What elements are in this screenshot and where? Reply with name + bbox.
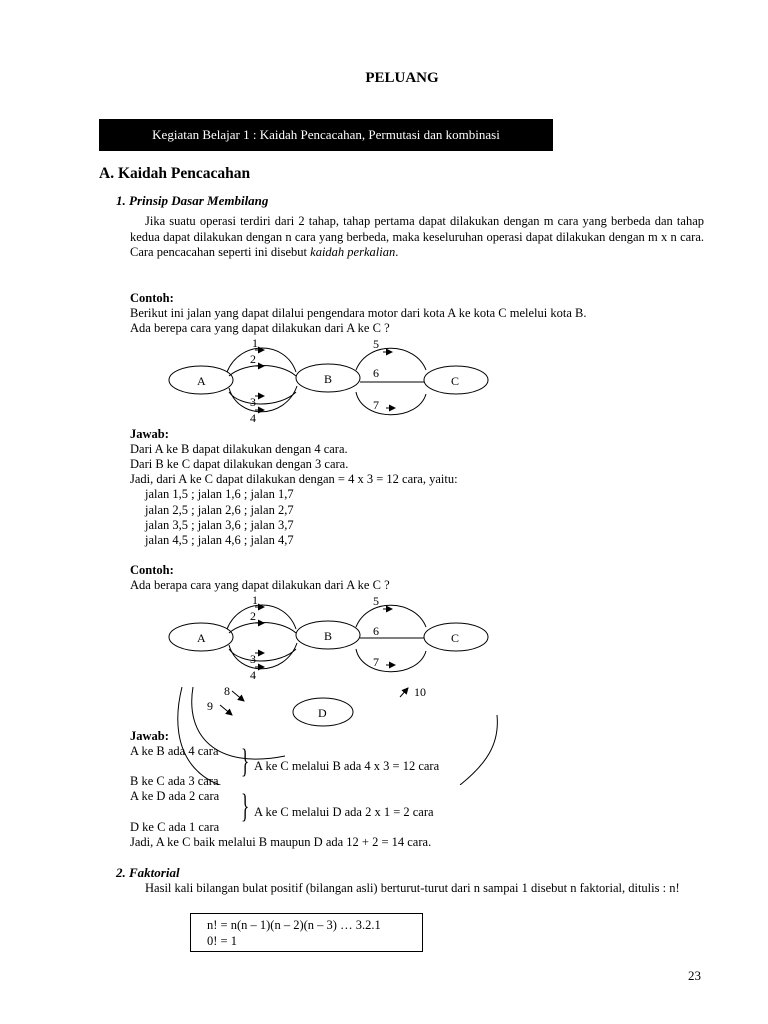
answer-line: D ke C ada 1 cara [130, 820, 220, 834]
route-label: 2 [250, 609, 256, 623]
answer-line: Dari B ke C dapat dilakukan dengan 3 cara. [130, 457, 349, 471]
route-line [229, 366, 296, 377]
path-list-item: jalan 2,5 ; jalan 2,6 ; jalan 2,7 [145, 503, 294, 517]
route-label: 8 [224, 684, 230, 698]
route-arrow [232, 691, 244, 701]
route-label: 6 [373, 624, 379, 638]
answer-result: A ke C melalui B ada 4 x 3 = 12 cara [254, 759, 440, 773]
paragraph-end: . [395, 245, 399, 260]
example-question: Ada berapa cara yang dapat dilakukan dari A ke C ? [130, 578, 390, 592]
subsection-heading: 2. Faktorial [116, 865, 180, 880]
node-c-label: C [451, 374, 460, 388]
route-label: 4 [250, 411, 256, 425]
route-label: 10 [414, 685, 426, 699]
node-d-label: D [318, 706, 327, 720]
formula-line: n! = n(n – 1)(n – 2)(n – 3) … 3.2.1 [207, 918, 381, 932]
answer-heading: Jawab: [130, 729, 169, 743]
lesson-banner: Kegiatan Belajar 1 : Kaidah Pencacahan, Permutasi dan kombinasi [99, 119, 553, 151]
answer-line: B ke C ada 3 cara [130, 774, 219, 788]
answer-line: A ke B ada 4 cara [130, 744, 219, 758]
example-question: Ada berepa cara yang dapat dilakukan dari A ke C ? [130, 321, 390, 335]
path-list-item: jalan 4,5 ; jalan 4,6 ; jalan 4,7 [145, 533, 294, 547]
answer-total: Jadi, A ke C baik melalui B maupun D ada 12 + 2 = 14 cara. [130, 835, 432, 849]
route-line [229, 623, 296, 634]
route-diagram-2 [0, 585, 768, 785]
formula-line: 0! = 1 [207, 934, 237, 948]
example-text: Berikut ini jalan yang dapat dilalui pengendara motor dari kota A ke kota C melelui kota B. [130, 306, 587, 320]
paragraph-principle [130, 214, 704, 261]
route-arrow [400, 688, 408, 697]
node-a-label: A [197, 631, 206, 645]
subsection-heading: 1. Prinsip Dasar Membilang [116, 193, 269, 208]
route-line [460, 715, 497, 785]
route-label: 1 [252, 593, 258, 607]
route-label: 9 [207, 699, 213, 713]
answer-line: A ke D ada 2 cara [130, 789, 220, 803]
page-number: 23 [688, 968, 701, 983]
paragraph-italic: kaidah perkalian [310, 245, 396, 260]
route-label: 6 [373, 366, 379, 380]
node-c-label: C [451, 631, 460, 645]
route-line [356, 392, 426, 415]
page-title: PELUANG [365, 70, 439, 86]
route-label: 5 [373, 594, 379, 608]
path-list-item: jalan 3,5 ; jalan 3,6 ; jalan 3,7 [145, 518, 294, 532]
route-line [227, 605, 296, 629]
route-line [356, 649, 426, 672]
formula-box [190, 913, 423, 952]
node-a-label: A [197, 374, 206, 388]
paragraph-text: Jika suatu operasi terdiri dari 2 tahap, tahap pertama dapat dilakukan dengan m cara yang berbeda dan tahap kedua dapat dilakukan dengan n cara yang berbeda, maka keseluruhan operasi dapat dilakukan dengan m x n cara. Cara pencacahan seperti ini disebut [130, 214, 704, 260]
brace: } [241, 788, 250, 825]
route-label: 1 [252, 336, 258, 350]
node-b-label: B [324, 629, 333, 643]
route-label: 2 [250, 352, 256, 366]
route-label: 7 [373, 398, 379, 412]
route-label: 3 [250, 652, 256, 666]
section-heading: A. Kaidah Pencacahan [99, 165, 251, 182]
brace: } [241, 743, 250, 780]
answer-line: Jadi, dari A ke C dapat dilakukan dengan = 4 x 3 = 12 cara, yaitu: [130, 472, 458, 486]
answer-line: Dari A ke B dapat dilakukan dengan 4 cara. [130, 442, 348, 456]
route-label: 5 [373, 337, 379, 351]
route-line [227, 348, 296, 372]
path-list-item: jalan 1,5 ; jalan 1,6 ; jalan 1,7 [145, 487, 294, 501]
route-arrow [220, 705, 232, 715]
node-b-label: B [324, 372, 333, 386]
route-diagram-1 [0, 330, 768, 430]
example-heading: Contoh: [130, 563, 174, 577]
paragraph-factorial: Hasil kali bilangan bulat positif (bilangan asli) berturut-turut dari n sampai 1 disebut n faktorial, ditulis : n! [145, 881, 680, 895]
route-label: 4 [250, 668, 256, 682]
route-label: 7 [373, 655, 379, 669]
example-heading: Contoh: [130, 291, 174, 305]
answer-heading: Jawab: [130, 427, 169, 441]
route-label: 3 [250, 395, 256, 409]
answer-result: A ke C melalui D ada 2 x 1 = 2 cara [254, 805, 434, 819]
